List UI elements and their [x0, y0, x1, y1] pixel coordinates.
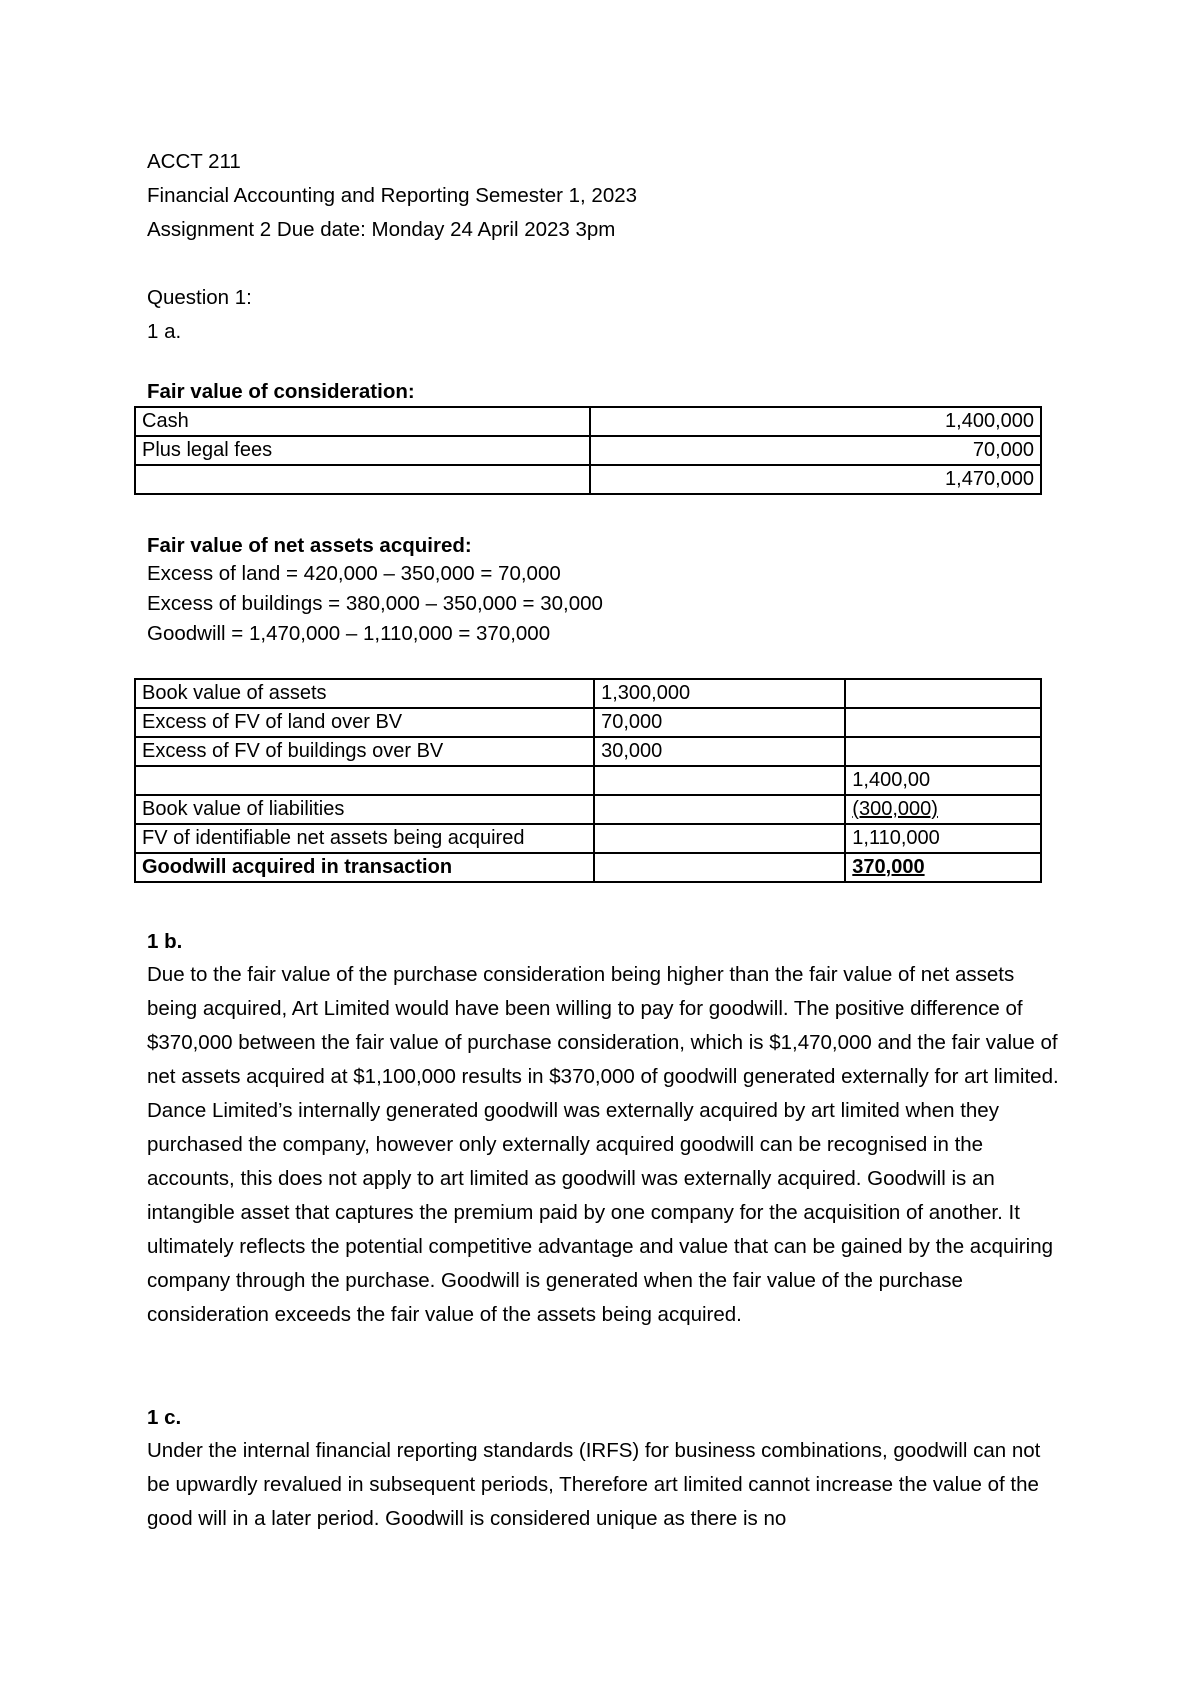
- table-row: [135, 853, 1041, 882]
- table-row: [135, 679, 1041, 708]
- row-col3: 1,400,00: [845, 766, 1041, 795]
- part-b-paragraph: Due to the fair value of the purchase consideration being higher than the fair value of net assets being acquired, Art Limited would have been willing to pay for goodwill. The positive difference of $370,000 between the fair value of purchase consideration, which is $1,470,000 and the fair value of net assets acquired at $1,100,000 results in $370,000 of goodwill generated externally for art limited. Dance Limited’s internally generated goodwill was externally acquired by art limited when they purchased the company, however only externally acquired goodwill can be recognised in the accounts, this does not apply to art limited as goodwill was externally acquired. Goodwill is an intangible asset that captures the premium paid by one company for the acquisition of another. It ultimately reflects the potential competitive advantage and value that can be gained by the acquiring company through the purchase. Goodwill is generated when the fair value of the purchase consideration exceeds the fair value of the assets being acquired.: [147, 963, 1059, 1326]
- row-col2: 30,000: [594, 737, 845, 766]
- net-assets-heading: Fair value of net assets acquired:: [147, 534, 472, 557]
- row-col2: [594, 795, 845, 824]
- table-row: [135, 737, 1041, 766]
- part-b-text: [147, 958, 1067, 1332]
- row-col2: [594, 853, 845, 882]
- row-label: Excess of FV of land over BV: [135, 708, 594, 737]
- course-title: Financial Accounting and Reporting Semester 1, 2023: [147, 184, 638, 207]
- row-col2: [594, 824, 845, 853]
- consideration-table: [134, 406, 1042, 495]
- row-label: Cash: [135, 407, 590, 436]
- table-row: [135, 795, 1041, 824]
- part-c-text: [147, 1434, 1067, 1536]
- net-assets-table: [134, 678, 1042, 883]
- row-col2: [594, 766, 845, 795]
- row-col3: [845, 737, 1041, 766]
- row-col2: 1,300,000: [594, 679, 845, 708]
- row-col3: [845, 679, 1041, 708]
- calc-line: Goodwill = 1,470,000 – 1,110,000 = 370,000: [147, 622, 551, 645]
- part-b-label: 1 b.: [147, 930, 183, 953]
- row-label: Plus legal fees: [135, 436, 590, 465]
- assignment-due: Assignment 2 Due date: Monday 24 April 2023 3pm: [147, 218, 616, 241]
- row-col2: 70,000: [594, 708, 845, 737]
- course-code: ACCT 211: [147, 150, 241, 173]
- table-row: [135, 436, 1041, 465]
- table-row: [135, 708, 1041, 737]
- row-label: Book value of assets: [135, 679, 594, 708]
- row-label: Goodwill acquired in transaction: [135, 853, 594, 882]
- consideration-heading: Fair value of consideration:: [147, 380, 415, 403]
- part-c-paragraph: Under the internal financial reporting standards (IRFS) for business combinations, goodwill can not be upwardly revalued in subsequent periods, Therefore art limited cannot increase the value of the good will in a later period. Goodwill is considered unique as there is no: [147, 1439, 1041, 1530]
- row-col3: 370,000: [845, 853, 1041, 882]
- calc-line: Excess of buildings = 380,000 – 350,000 = 30,000: [147, 592, 603, 615]
- question-label: Question 1:: [147, 286, 252, 309]
- row-label: Excess of FV of buildings over BV: [135, 737, 594, 766]
- row-col3: [845, 708, 1041, 737]
- row-label: Book value of liabilities: [135, 795, 594, 824]
- row-value: 1,470,000: [590, 465, 1041, 494]
- calc-line: Excess of land = 420,000 – 350,000 = 70,000: [147, 562, 561, 585]
- row-label: [135, 465, 590, 494]
- table-row: [135, 824, 1041, 853]
- row-col3: (300,000): [845, 795, 1041, 824]
- part-c-label: 1 c.: [147, 1406, 182, 1429]
- row-value: 70,000: [590, 436, 1041, 465]
- row-label: [135, 766, 594, 795]
- row-label: FV of identifiable net assets being acquired: [135, 824, 594, 853]
- row-col3: 1,110,000: [845, 824, 1041, 853]
- row-value: 1,400,000: [590, 407, 1041, 436]
- part-a-label: 1 a.: [147, 320, 182, 343]
- table-row: [135, 407, 1041, 436]
- table-row: [135, 465, 1041, 494]
- table-row: [135, 766, 1041, 795]
